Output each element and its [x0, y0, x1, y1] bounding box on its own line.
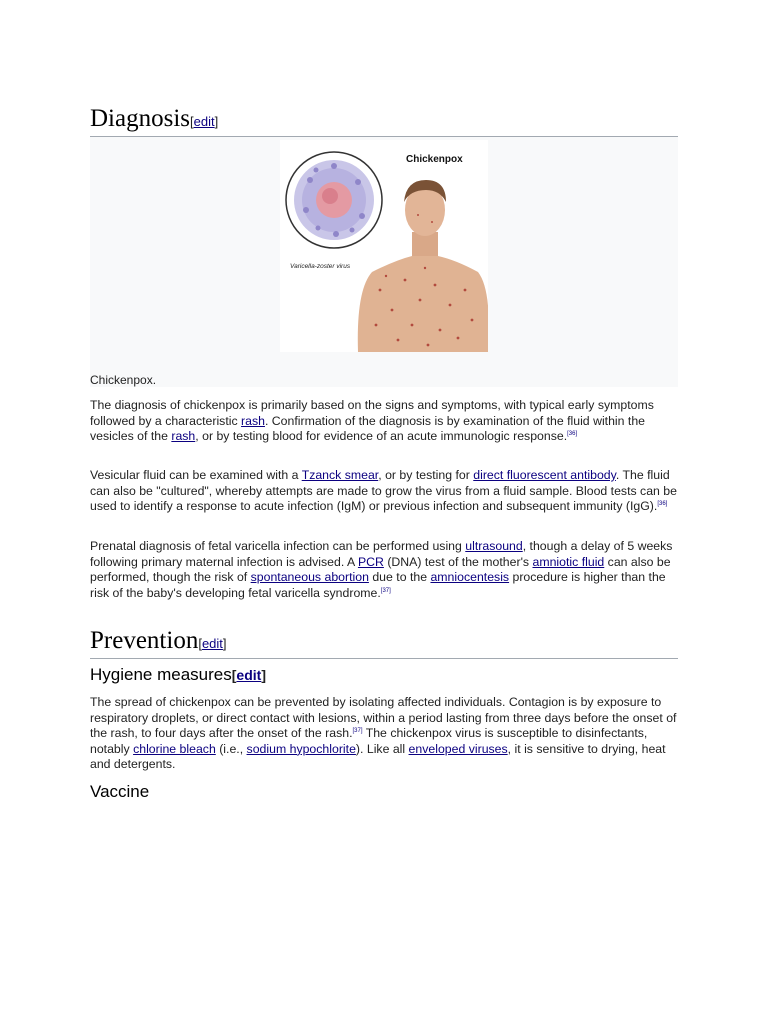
diagnosis-paragraph-3: Prenatal diagnosis of fetal varicella infection can be performed using ultrasound, though a delay of 5 weeks following primary maternal infection is advised. A PCR (DNA) test of the mother's amniotic fluid can also be performed, though the risk of spontaneous abortion due to the amniocentesis procedure is higher than the risk of the baby's developing fetal varicella syndrome.[37]: [90, 539, 673, 600]
ultrasound-link[interactable]: ultrasound: [465, 539, 523, 553]
chickenpox-illustration[interactable]: [280, 140, 488, 352]
prevention-heading-text: Prevention: [90, 627, 199, 654]
reference-37b[interactable]: [37]: [352, 728, 363, 735]
edit-bracket: [edit]: [190, 114, 219, 129]
diagnosis-edit-link[interactable]: edit: [193, 114, 215, 129]
chlorine-bleach-link[interactable]: chlorine bleach: [133, 741, 216, 756]
diagnosis-paragraph-1: The diagnosis of chickenpox is primarily based on the signs and symptoms, with typical early symptoms followed by a characteristic rash. Confirmation of the diagnosis is by examination of the fluid within the vesicles of the rash, or by testing blood for evidence of an acute immunologic response.[36]: [90, 398, 654, 444]
section-heading-diagnosis: [90, 105, 678, 137]
pcr-link[interactable]: PCR: [357, 554, 384, 569]
sodium-hypochlorite-link[interactable]: sodium hypochlorite: [246, 741, 356, 756]
image-title: Chickenpox: [406, 154, 463, 165]
virus-label: Varicella-zoster virus: [290, 263, 351, 270]
hygiene-paragraph: The spread of chickenpox can be prevented by isolating affected individuals. Contagion is by exposure to respiratory droplets, or direct contact with lesions, within a period lasting from three days before the onset of the rash, to four days after the onset of the rash.[37] The chickenpox virus is susceptible to disinfectants, notably chlorine bleach (i.e., sodium hypochlorite). Like all enveloped viruses, it is sensitive to drying, heat and detergents.: [90, 695, 677, 772]
prevention-edit-link[interactable]: edit: [201, 636, 223, 651]
tzanck-smear-link[interactable]: Tzanck smear: [301, 468, 379, 482]
diagnosis-heading-text: Diagnosis: [90, 105, 190, 132]
figure-caption: Chickenpox.: [90, 373, 157, 387]
section-heading-prevention: Prevention[edit]: [90, 631, 678, 659]
amniocentesis-link[interactable]: amniocentesis: [430, 570, 510, 585]
rash-link[interactable]: rash: [241, 413, 265, 428]
chickenpox-figure: [90, 137, 678, 387]
reference-37[interactable]: [37]: [380, 587, 391, 594]
subheading-hygiene-measures: Hygiene measures[edit]: [90, 665, 266, 684]
reference-36[interactable]: [36]: [567, 431, 578, 438]
diagnosis-paragraph-2: Vesicular fluid can be examined with a Tzanck smear, or by testing for direct fluorescent antibody. The fluid can also be "cultured", whereby attempts are made to grow the virus from a fluid sample. Blood tests can be used to identify a response to acute infection (IgM) or previous infection and subsequent immunity (IgG).[36]: [90, 468, 677, 514]
subheading-vaccine: Vaccine: [90, 782, 150, 801]
reference-36b[interactable]: [36]: [657, 501, 668, 508]
spontaneous-abortion-link[interactable]: spontaneous abortion: [250, 570, 369, 585]
chickenpox-illustration-image: [280, 140, 488, 352]
enveloped-viruses-link[interactable]: enveloped viruses: [408, 741, 508, 756]
amniotic-fluid-link[interactable]: amniotic fluid: [532, 554, 605, 569]
hygiene-edit-link[interactable]: edit: [236, 667, 262, 683]
direct-fluorescent-antibody-link[interactable]: direct fluorescent antibody: [473, 468, 616, 482]
rash-link-2[interactable]: rash: [171, 429, 196, 444]
